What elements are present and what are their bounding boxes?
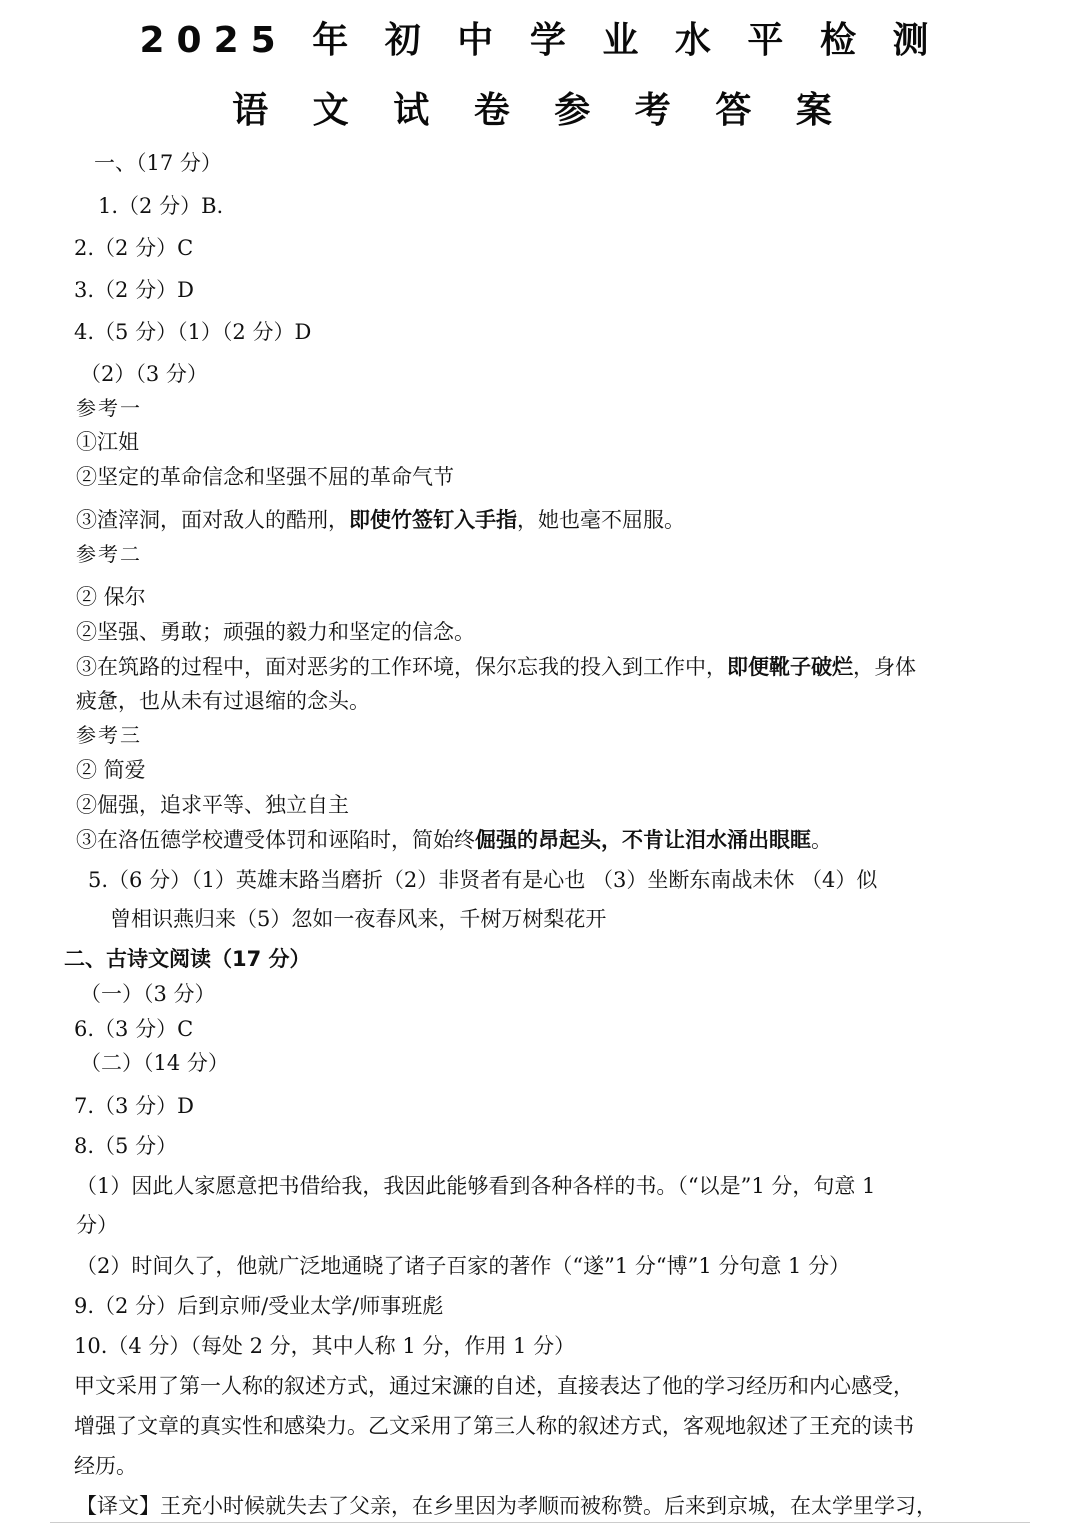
- answer-q5-line-2: 曾相识燕归来（5）忽如一夜春风来，千树万树梨花开: [110, 907, 607, 931]
- reference-3-answer-3-emphasis: 倔强的昂起头，不肯让泪水涌出眼眶: [475, 828, 811, 852]
- section-heading-2: 二、古诗文阅读（17 分）: [64, 947, 311, 971]
- reference-2-answer-1: ② 保尔: [76, 585, 146, 609]
- page-divider: [50, 1522, 1030, 1523]
- reference-2-answer-3-continued: 疲惫，也从未有过退缩的念头。: [76, 689, 370, 713]
- answer-q3: 3.（2 分）D: [74, 278, 194, 302]
- reference-1-answer-3-end: ，她也毫不屈服。: [517, 508, 685, 532]
- reference-1-answer-1: ①江姐: [76, 430, 139, 454]
- page-title: 2025 年 初 中 学 业 水 平 检 测: [139, 20, 941, 61]
- answer-q10-line-1: 甲文采用了第一人称的叙述方式，通过宋濂的自述，直接表达了他的学习经历和内心感受，: [74, 1374, 914, 1398]
- reference-2-answer-3-text: ③在筑路的过程中，面对恶劣的工作环境，保尔忘我的投入到工作中，: [76, 655, 727, 679]
- reference-2-answer-3-end: ，身体: [853, 655, 916, 679]
- reference-1-answer-3-emphasis: 即使竹签钉入手指: [349, 508, 517, 532]
- translation-text: 【译文】王充小时候就失去了父亲，在乡里因为孝顺而被称赞。后来到京城，在太学里学习，: [76, 1494, 937, 1518]
- answer-q8-part2: （2）时间久了，他就广泛地通晓了诸子百家的著作（“遂”1 分“博”1 分句意 1 分）: [76, 1254, 851, 1278]
- reference-3-answer-3: [76, 825, 832, 855]
- reference-3-label: 参考三: [76, 723, 142, 747]
- subsection-1: （一）（3 分）: [80, 982, 216, 1006]
- reference-1-answer-2: ②坚定的革命信念和坚强不屈的革命气节: [76, 465, 454, 489]
- reference-1-answer-3-text: ③渣滓洞，面对敌人的酷刑，: [76, 508, 349, 532]
- answer-q10: 10.（4 分）（每处 2 分，其中人称 1 分，作用 1 分）: [74, 1334, 576, 1358]
- answer-q4-part2: （2）（3 分）: [80, 362, 208, 386]
- page-subtitle: 语 文 试 卷 参 考 答 案: [232, 90, 848, 131]
- reference-3-answer-3-end: 。: [811, 828, 832, 852]
- answer-q1: 1.（2 分）B.: [98, 194, 224, 218]
- answer-q10-line-2: 增强了文章的真实性和感染力。乙文采用了第三人称的叙述方式，客观地叙述了王充的读书: [74, 1414, 914, 1438]
- answer-q6: 6.（3 分）C: [74, 1017, 194, 1041]
- answer-q7: 7.（3 分）D: [74, 1094, 194, 1118]
- answer-q8-part1-line-1: （1）因此人家愿意把书借给我，我因此能够看到各种各样的书。（“以是”1 分，句意 1: [76, 1174, 876, 1198]
- reference-3-answer-3-text: ③在洛伍德学校遭受体罚和诬陷时，简始终: [76, 828, 475, 852]
- reference-3-answer-1: ② 简爱: [76, 758, 146, 782]
- reference-1-label: 参考一: [76, 396, 142, 420]
- answer-q8: 8.（5 分）: [74, 1134, 178, 1158]
- subsection-2: （二）（14 分）: [80, 1051, 229, 1075]
- reference-2-answer-3-emphasis: 即便靴子破烂: [727, 655, 853, 679]
- reference-3-answer-2: ②倔强，追求平等、独立自主: [76, 793, 349, 817]
- answer-q5-line-1: 5.（6 分）（1）英雄末路当磨折（2）非贤者有是心也 （3）坐断东南战未休 （4）似: [88, 868, 878, 892]
- reference-2-answer-2: ②坚强、勇敢；顽强的毅力和坚定的信念。: [76, 620, 475, 644]
- answer-q8-part1-line-2: 分）: [76, 1213, 118, 1237]
- reference-2-label: 参考二: [76, 542, 142, 566]
- reference-2-answer-3: [76, 652, 916, 682]
- answer-q4: 4.（5 分）（1）（2 分）D: [74, 320, 312, 344]
- answer-q10-line-3: 经历。: [74, 1454, 137, 1478]
- answer-q9: 9.（2 分）后到京师/受业太学/师事班彪: [74, 1294, 444, 1318]
- answer-q2: 2.（2 分）C: [74, 236, 194, 260]
- reference-1-answer-3: [76, 505, 685, 535]
- section-heading-1: 一、（17 分）: [94, 151, 222, 175]
